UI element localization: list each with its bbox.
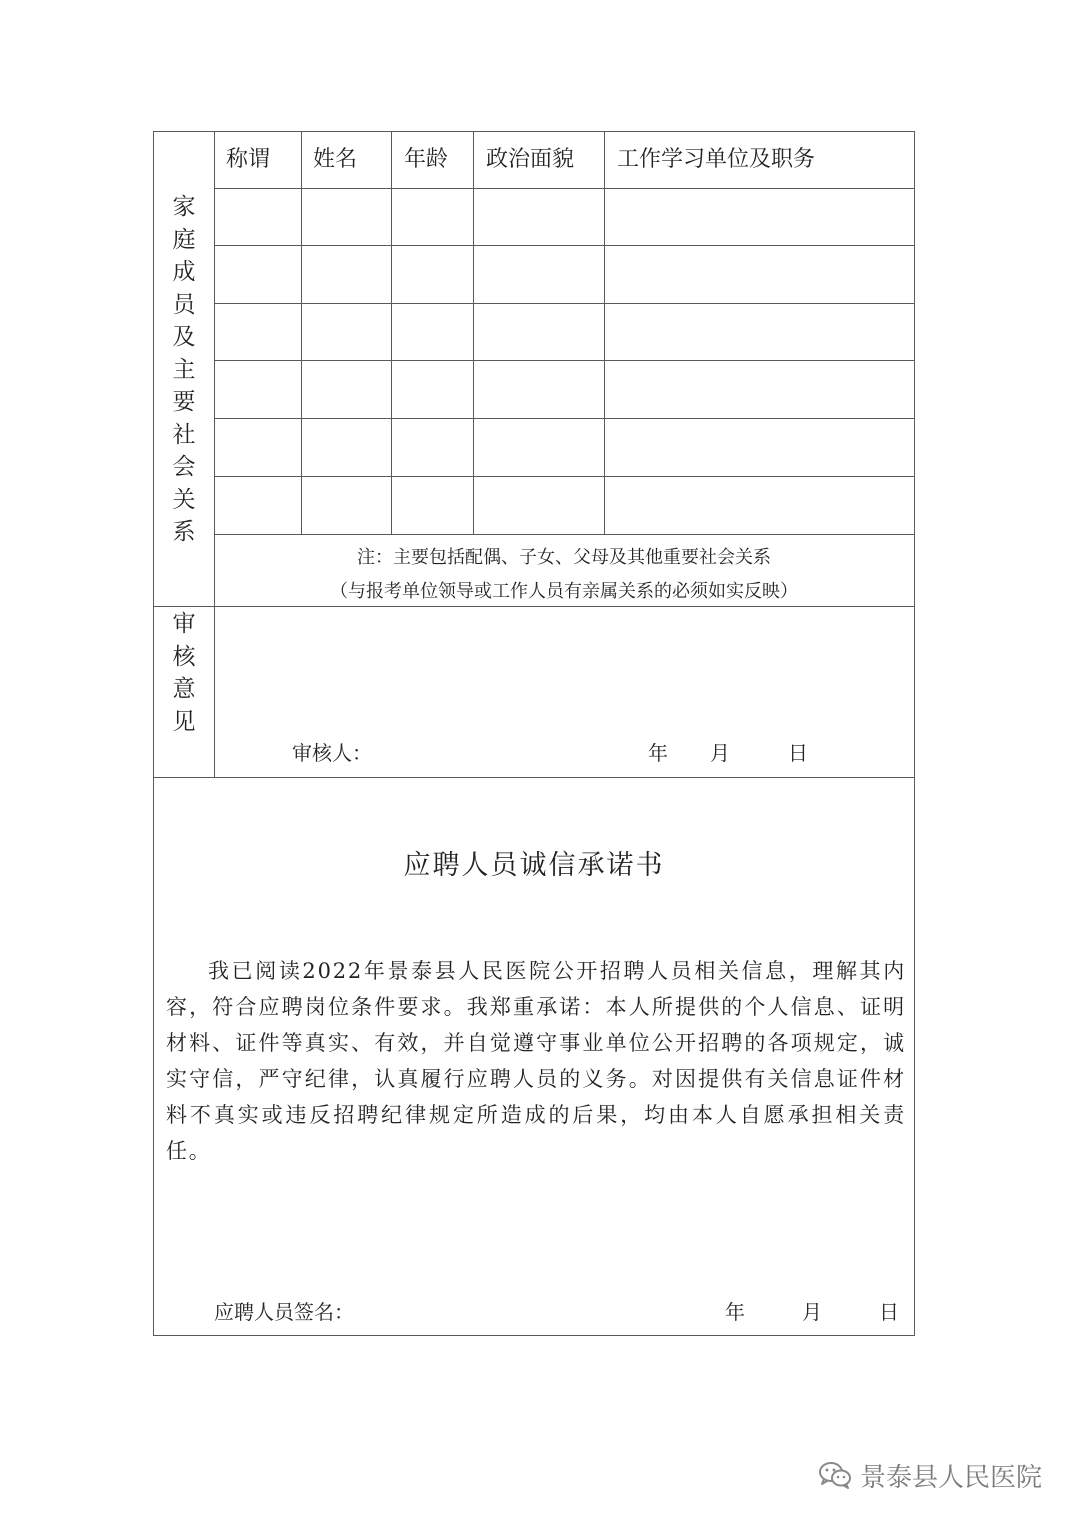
table-cell[interactable]: [391, 188, 473, 245]
table-cell[interactable]: [473, 188, 604, 245]
wechat-icon: [818, 1461, 852, 1489]
table-cell[interactable]: [214, 476, 301, 534]
table-cell[interactable]: [473, 303, 604, 360]
wechat-watermark: [818, 1455, 1042, 1495]
header-work-unit: 工作学习单位及职务: [617, 147, 816, 172]
review-month-label: 月: [710, 741, 730, 765]
review-day-label: 日: [788, 741, 808, 765]
table-cell[interactable]: [391, 245, 473, 303]
header-relation: 称谓: [226, 147, 271, 172]
table-row: [214, 303, 915, 360]
table-cell[interactable]: [604, 418, 915, 476]
table-cell[interactable]: [604, 245, 915, 303]
family-note-line2: （与报考单位领导或工作人员有亲属关系的必须如实反映）: [330, 581, 798, 602]
section-divider: [153, 777, 915, 778]
pledge-title: 应聘人员诚信承诺书: [403, 850, 665, 881]
table-cell[interactable]: [391, 303, 473, 360]
table-cell[interactable]: [301, 418, 391, 476]
family-note-line1: 注：主要包括配偶、子女、父母及其他重要社会关系: [357, 547, 771, 568]
pledge-body: 我已阅读2022年景泰县人民医院公开招聘人员相关信息，理解其内容，符合应聘岗位条件要求。我郑重承诺：本人所提供的个人信息、证明材料、证件等真实、有效，并自觉遵守事业单位公开招聘的各项规定，诚实守信，严守纪律，认真履行应聘人员的义务。对因提供有关信息证件材料不真实或违反招聘纪律规定所造成的后果，均由本人自愿承担相关责任。: [166, 959, 906, 1163]
table-cell[interactable]: [473, 476, 604, 534]
table-cell[interactable]: [604, 360, 915, 418]
table-cell[interactable]: [301, 303, 391, 360]
table-cell[interactable]: [301, 360, 391, 418]
header-name: 姓名: [313, 147, 358, 172]
table-row: [214, 476, 915, 534]
section-divider: [153, 606, 915, 607]
review-section-label: 审核意见: [172, 611, 196, 735]
table-cell[interactable]: [301, 245, 391, 303]
pledge-month-label: 月: [802, 1300, 822, 1324]
table-row: [214, 245, 915, 303]
table-row: [214, 360, 915, 418]
table-cell[interactable]: [473, 360, 604, 418]
pledge-day-label: 日: [879, 1300, 899, 1324]
review-year-label: 年: [648, 741, 668, 765]
watermark-text: 景泰县人民医院: [860, 1462, 1043, 1493]
family-section-label: 家庭成员及主要社会关系: [172, 194, 196, 545]
reviewer-label: 审核人：: [292, 741, 372, 765]
table-cell[interactable]: [604, 188, 915, 245]
table-row: [214, 418, 915, 476]
table-cell[interactable]: [214, 245, 301, 303]
table-cell[interactable]: [473, 418, 604, 476]
table-cell[interactable]: [391, 360, 473, 418]
table-cell[interactable]: [604, 303, 915, 360]
row-divider: [214, 534, 915, 535]
table-cell[interactable]: [214, 188, 301, 245]
table-cell[interactable]: [301, 476, 391, 534]
header-political-status: 政治面貌: [486, 147, 575, 172]
table-cell[interactable]: [214, 360, 301, 418]
pledge-year-label: 年: [725, 1300, 745, 1324]
table-cell[interactable]: [214, 418, 301, 476]
table-cell[interactable]: [301, 188, 391, 245]
table-cell[interactable]: [214, 303, 301, 360]
header-age: 年龄: [404, 147, 449, 172]
table-row: [214, 188, 915, 245]
table-cell[interactable]: [391, 418, 473, 476]
table-cell[interactable]: [604, 476, 915, 534]
applicant-signature-label: 应聘人员签名：: [214, 1300, 354, 1324]
table-cell[interactable]: [391, 476, 473, 534]
table-cell[interactable]: [473, 245, 604, 303]
